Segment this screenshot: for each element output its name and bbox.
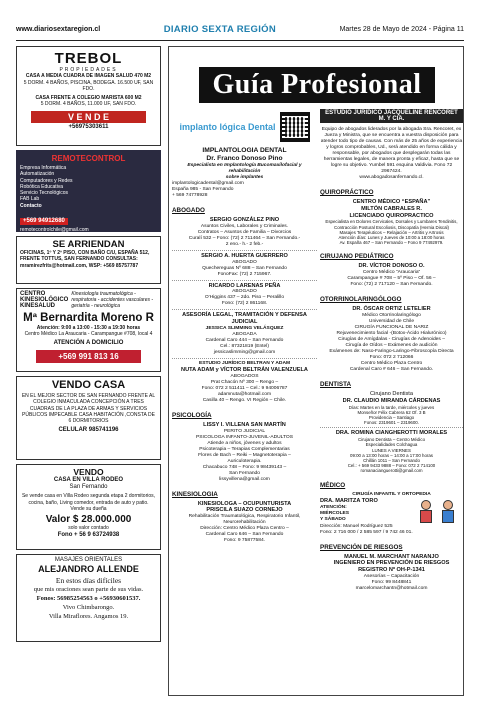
- page-header: [16, 22, 464, 36]
- medico-t3: Y SÁBADO: [320, 517, 346, 523]
- kinesio-t1: Rehabilitación Traumatológica, Respiratorio Infantil,: [188, 514, 301, 520]
- dent-t5: Cirujano Dentista – Centro Médico: [357, 437, 426, 443]
- otorrino-t6: Cirugía de Oídos – Exámenes de audición: [345, 343, 438, 348]
- vc1-text: EN EL MEJOR SECTOR DE SAN FERNANDO FRENTE AL COLEGIO INMACULADA CONCEPCIÓN A TRES CUADRAS DE LA PLAZA DE ARMAS Y SERVICIOS PÚBLICOS IMPECABLE CASA HABITACIÓN ,CONSTA DE 6 DORMITORIOS: [21, 393, 156, 425]
- arriendan-ad: [16, 236, 161, 284]
- vc2-note: solo valor contado: [68, 525, 109, 532]
- abogado5-t3: Fono: 072 2 511411 – Cel.: 9 94006787: [201, 385, 288, 391]
- vc1-phone: CELULAR 985741196: [58, 427, 119, 434]
- divider: [172, 250, 317, 251]
- abogado4-t4: jessicaslimming@gmail.com: [213, 349, 276, 355]
- remo-item-3: Robótica Educativa: [20, 183, 64, 190]
- kinesalud-logo: CENTRO KINESIOLÓGICO KINESALUD: [20, 291, 69, 309]
- abogado3-t3: Fono: (72) 2 861168.: [221, 301, 268, 307]
- abogado4-t3: Cel.: 87321819 (Entel): [220, 343, 269, 349]
- vendo-casa-ad-1: [16, 376, 161, 460]
- implanto-logo: implanto lógica Dental: [179, 121, 276, 132]
- medico-t5: Fono: 2 716 000 / 2 585 597 / 9 742 46 01.: [320, 529, 413, 535]
- section-prevencion: PREVENCIÓN DE RIESGOS: [320, 543, 403, 551]
- estudio-web[interactable]: www.abogadosanfernando.cl.: [359, 175, 424, 180]
- ciru-t1: Centro Médico “Araucaria”: [362, 270, 421, 276]
- prev-name3: REGISTRO Nº OH-P-1341: [358, 567, 425, 574]
- abogado5-t4: adamnuta@hotmail.com: [217, 391, 272, 397]
- remo-item-2: Computadores y Redes: [20, 177, 73, 184]
- dent-name2: DRA. ROMINA CIANGHEROTTI MORALES: [335, 430, 448, 437]
- abogado3-t1: ABOGADO: [232, 289, 257, 295]
- quiro-t3: Atención días: Lunes y Jueves de 10:00 a 18:00 horas: [338, 235, 445, 240]
- otorrino-t2: Universidad de Chile: [368, 319, 415, 324]
- masajes-l5: Villa Miraflores. Angamos 19.: [48, 613, 129, 621]
- otorrino-t8: Fono: 072 2 712066: [369, 355, 414, 360]
- abogado5-t1: ABOGADOS: [230, 373, 259, 379]
- section-dentista: DENTISTA: [320, 381, 352, 388]
- implanto-doctor: Dr. Franco Donoso Pino: [206, 155, 283, 162]
- otorrino-t5: Cirugías de Amígdalas - Cirugías de Adenoides –: [338, 337, 445, 342]
- quiro-t1: Especialista en Dolores Cervicales, Dorsales y Lumbares Tendinitis, Contracción Postural Escoliosis, Discopatía (Hernia Discal): [325, 219, 458, 230]
- kinesalud-ad: [16, 288, 161, 372]
- psico-t6: Auriculoterapia.: [227, 458, 262, 464]
- arriendan-text: OFICINAS, 1º Y 2º PISO, CON BAÑO C/U, ESPAÑA 512, FRENTE TOTTUS, SAN FERNANDO CONSULTAS: mramirezfrits@hotmail.com, WSP: +569 85757787: [20, 250, 150, 269]
- site-url[interactable]: www.diariosextaregion.cl: [16, 25, 101, 33]
- masajes-l2: que mis oraciones sean parte de sus vidas.: [33, 586, 144, 594]
- vendo-casa-ad-2: [16, 464, 161, 550]
- ciru-t3: Fono: (72) 2 717120 – San Fernando.: [350, 282, 433, 288]
- left-ads-column: [16, 46, 161, 646]
- vc2-text: Se vende casa en Villa Rodeo segunda etapa 2 dormitorios, cocina, baño, Living comedor, entrada de auto y patio. Vende su dueña: [21, 493, 156, 512]
- vc1-title: VENDO CASA: [51, 379, 126, 391]
- prev-t3: marcelomarchantn@hotmail.com: [355, 586, 428, 592]
- psico-t3: Atiende a niños, jóvenes y adultos: [207, 440, 282, 446]
- otorrino-name: DR. ÓSCAR ORTIZ LETELIER: [352, 306, 431, 313]
- remo-contact: Contacto: [20, 202, 42, 209]
- ciru-name: DR. VÍCTOR DONOSO O.: [358, 263, 425, 270]
- implanto-phone: + 569 74778928: [172, 193, 208, 198]
- psico-t7: Chacabuco 748 – Fono: 9 98439143 –: [202, 464, 287, 470]
- prev-name: MANUEL M. MARCHANT NARANJO: [344, 553, 439, 560]
- vc2-title: VENDO: [73, 467, 104, 477]
- estudio-text: Equipo de abogados liderados por la abogada Sra. Rencoret, ex Jueza y Ministra, que se encuentra a vuestra disposición para atender todo tipo de causas. Con más de 25 años de experiencia y logros comprobables, Ud., será atendido en forma cálida y responsable, por abogados que desplegarán todas las herramientas legales, de manera pronta y eficaz, hasta que se logre su objetivo. Yumbel 591 esquina Valdivia. Fono 72 2967424.: [320, 127, 463, 174]
- divider: [320, 427, 463, 428]
- dent-t7: LUNES A VIERNES: [372, 447, 411, 453]
- divider: [172, 358, 317, 359]
- ciru-t2: Carampangue # 708 – 5º Piso – Of. 56 –: [347, 276, 436, 282]
- kinesalud-phone: +569 991 813 16: [36, 350, 141, 363]
- trebol-l4: 5 DORM. 4 BAÑOS, 11.000 UF, SAN FDO.: [40, 101, 137, 108]
- section-psicologia: PSICOLOGÍA: [172, 411, 212, 419]
- otorrino-t3: CIRUGÍA FUNCIONAL DE NARIZ: [354, 325, 429, 330]
- remo-item-1: Automatización: [20, 171, 55, 178]
- dent-t6: Especialidades Colchagua: [365, 442, 418, 448]
- quiro-name: MILTÓN CABRALES R.: [361, 205, 422, 212]
- dent-heading: Cirujano Dentista: [370, 391, 413, 397]
- remo-item-5: FAB Lab: [20, 196, 40, 203]
- vc2-price: Valor $ 28.000.000: [45, 514, 132, 526]
- dent-t3: Providencia – Santiago: [368, 415, 415, 420]
- implanto-logos: [172, 107, 317, 147]
- prev-t1: Asesorías – Capacitación: [363, 574, 420, 580]
- abogado4-name2: JESSICA SLIMMING VELÁSQUEZ: [205, 325, 284, 331]
- remotecontrol-ad: [16, 150, 161, 232]
- abogado2-t2: Quechereguas Nº 688 – San Fernando: [202, 265, 287, 271]
- abogado5-name: NUTA ADAM y VÍCTOR BELTRÁN VALENZUELA: [181, 366, 308, 373]
- masajes-l3: Fonos: 56985254563 o +56930601537.: [36, 595, 141, 603]
- remo-email: remotecontrolchile@gmail.com: [20, 227, 89, 232]
- abogado1-t1: Asuntos Civiles, Laborales y Criminales.: [200, 223, 289, 229]
- trebol-logo: TREBOL: [54, 50, 123, 67]
- medico-t1: ATENCIÓN:: [320, 505, 347, 511]
- kinesio-t3: Dirección: Centro Médico Plaza Centro –: [200, 526, 289, 532]
- abogado1-t4: 2 eno.- h.- 2 feb.-: [225, 241, 264, 247]
- abogado2-name: SERGIO A. HUERTA GUERRERO: [201, 252, 288, 259]
- remo-item-0: Empresa Informática: [20, 165, 67, 171]
- section-medico: MÉDICO: [320, 481, 346, 489]
- qr-code-icon: [280, 112, 310, 142]
- abogado3-t2: O'Higgins 437 – 2do. Piso – Peralillo: [204, 295, 285, 301]
- abogado1-t3: Curalí 532 – Fono: (72) 2 711464 – San Fernando.-: [188, 235, 301, 241]
- psico-t2: PSICOLOGA INFANTO-JUVENIL-ADULTOS: [195, 434, 294, 440]
- trebol-sub: PROPIEDADES: [59, 67, 118, 73]
- abogado4-t1: ABOGADA: [232, 331, 257, 337]
- implanto-mail: implantologicadental@gmail.com: [172, 181, 244, 186]
- psico-t4: Psicoterapia – Terapias Complementarias: [199, 446, 290, 452]
- implanto-heading: IMPLANTOLOGIA DENTAL: [202, 147, 287, 154]
- vc2-sub: CASA EN VILLA RODEO: [53, 477, 124, 483]
- medico-name: DRA. MARITZA TORO: [320, 498, 378, 505]
- masajes-title: MASAJES ORIENTALES: [54, 557, 123, 563]
- prev-name2: INGENIERO EN PREVENCIÓN DE RIESGOS: [333, 560, 450, 567]
- implanto-addr: España 985 - San Fernando: [172, 187, 234, 192]
- kinesio-name2: PRISCILA SUAZO CORNEJO: [206, 507, 283, 514]
- abogado2-t3: FonoFax: (72) 2 715967.: [217, 271, 272, 277]
- children-illustration-icon: [417, 498, 463, 524]
- abogado4-name: ASESORÍA LEGAL, TRAMITACIÓN Y DEFENSA JUDICIAL: [182, 312, 307, 326]
- otorrino-t7: Exámenes de: Naso-Faringo-Laringo-Fibroscopía Directa: [329, 349, 454, 354]
- vc2-city: San Fernando: [69, 484, 108, 491]
- abogado2-t1: ABOGADO: [232, 259, 257, 265]
- guia-profesional: [168, 46, 464, 696]
- date-page: Martes 28 de Mayo de 2024 - Página 11: [339, 25, 464, 33]
- kinesalud-name: Mª Bernardita Moreno R: [23, 312, 154, 324]
- psico-t5: Flores de Bach – Reiki – Magnetoterapia –: [198, 452, 291, 458]
- dent-t1: Días: Martes en la tarde, miércoles y jueves: [348, 404, 435, 410]
- psico-t9: lissyvillena@gmail.com: [219, 476, 270, 482]
- psico-name: LISSY I. VILLENA SAN MARTÍN: [203, 421, 286, 428]
- abogado1-name: SERGIO GONZÁLEZ PINO: [209, 217, 280, 223]
- masthead: DIARIO SEXTA REGIÓN: [163, 23, 277, 35]
- kinesalud-dom: ATENCIÓN A DOMICILIO: [53, 339, 124, 346]
- medico-t4: Dirección: Manuel Rodríguez 525: [320, 523, 393, 529]
- guia-title: Guía Profesional: [199, 67, 435, 103]
- trebol-l3: CASA FRENTE A COLEGIO MARISTA 600 M2: [35, 95, 142, 102]
- guia-col-2: [320, 107, 463, 592]
- abogado4-t2: Cardenal Caro 444 – San Fernando: [205, 337, 284, 343]
- trebol-ad: [16, 46, 161, 146]
- kinesio-t5: Fono: 9 75877584.: [223, 538, 266, 544]
- dent-t8: 09:00 a 13:00 horas – 14:00 a 17:00 horas: [350, 452, 433, 458]
- masajes-l1: En estos días difíciles: [55, 576, 122, 586]
- trebol-phone: +56975303611: [68, 123, 109, 130]
- header-rule: [16, 40, 464, 41]
- dent-t9: Chillán 1011 – San Fernando: [363, 458, 420, 464]
- estudio-heading: ESTUDIO JURIDICO JACQUELINE RENCORET M. Y CIA.: [320, 109, 463, 123]
- psico-t1: PERITO JUDICIAL: [223, 428, 266, 434]
- quiro-t4: Av. España 467 – San Fernando – Fono 9 77492979.: [339, 240, 444, 246]
- quiro-heading: CENTRO MÉDICO “ESPAÑA”: [352, 199, 431, 205]
- remo-phone: +569 94912680: [20, 218, 68, 225]
- quiro-t2: Masajes Terapéuticos – Relajación – Artritis y Artrosis: [339, 229, 444, 235]
- masajes-ad: [16, 554, 161, 642]
- dent-t2: Monseñor Félix Cabrera 62 Of. 3 B: [357, 409, 426, 415]
- kinesalud-addr: Centro Médico La Araucaria - Carampangue #708, local 4: [24, 331, 153, 338]
- abogado5-t2: Prat Chacón Nº 300 – Rengo –: [210, 379, 279, 385]
- arriendan-title: SE ARRIENDAN: [52, 239, 125, 250]
- implanto-spec2: sobre implantes: [225, 175, 264, 180]
- guia-col-1: [172, 107, 317, 544]
- trebol-l2: 5 DORM. 4 BAÑOS, PISCINA, BODEGA. 16.500 UF, SAN FDO.: [23, 79, 154, 92]
- abogado5-t5: Casilla 40 – Rengo. VI Región – Chile.: [202, 397, 287, 403]
- otorrino-t1: Médico Otorrinolaringólogo: [362, 313, 421, 318]
- kinesio-t2: Neurorehabilitación: [223, 520, 266, 526]
- abogado3-name: RICARDO LARENAS PEÑA: [208, 282, 281, 289]
- dent-t4: Fonos: 2319601 – 2319600.: [364, 420, 419, 426]
- masajes-l4: Vivo Chimbarongo.: [62, 604, 115, 612]
- quiro-name2: LICENCIADO QUIROPRACTICO: [349, 212, 434, 219]
- divider: [172, 280, 317, 281]
- kinesio-name: KINESIOLOGA – OCUPUNTURISTA: [197, 500, 292, 507]
- abogado5-hd: ESTUDIO JURÍDICO BELTRAN Y ADAM: [198, 360, 291, 366]
- remo-item-4: Servicio Tecnológicos: [20, 190, 68, 197]
- medico-t2: MIÉRCOLES: [320, 511, 350, 517]
- dent-t10: Cel.: + 569 9433 9888 – Fono: 072 2 714100: [347, 463, 436, 469]
- kinesio-t4: Cardenal Caro 646 – San Fernando: [205, 532, 284, 538]
- dent-t11: romanacianguerotti@gmail.com: [360, 468, 423, 474]
- psico-t8: San Fernando: [229, 470, 260, 476]
- section-otorrino: OTORRINOLARINGÓLOGO: [320, 296, 402, 304]
- section-kinesiologia: KINESIOLOGIA: [172, 490, 218, 498]
- kinesalud-tag: Kinesiología traumatológica - respiratoria - accidentes vasculares - geriatría - neurológica: [71, 291, 154, 309]
- vc2-phone: Fono + 56 9 63724938: [57, 531, 120, 538]
- abogado1-t2: Contratos – Asuntos de Familia – Divorcios: [197, 229, 292, 235]
- remo-title: REMOTECONTROL: [51, 154, 126, 163]
- divider: [172, 309, 317, 310]
- implanto-spec: Especialista en Implantología Bucomaxilofacial y rehabilitación: [187, 163, 302, 174]
- masajes-name: ALEJANDRO ALLENDE: [38, 564, 139, 575]
- prev-t2: Fono: 99 8448841: [371, 580, 412, 586]
- trebol-vende-badge: V E N D E: [31, 111, 146, 123]
- otorrino-t9: Centro Médico Plaza Centro: [360, 361, 423, 366]
- kinesalud-hours: Atención: 9:00 a 13:00 - 15:30 a 19:30 horas: [36, 325, 141, 331]
- dent-name: DR. CLAUDIO MIRANDA CÁRDENAS: [342, 397, 441, 404]
- section-quiropractico: QUIROPRÁCTICO: [320, 189, 374, 196]
- medico-heading: CIRUGÍA INFANTIL Y ORTOPEDIA: [352, 491, 431, 497]
- trebol-l1: CASA A MEDIA CUADRA DE IMAGEN SALUD 470 M2: [25, 73, 152, 80]
- otorrino-t10: Cardenal Caro # 646 – San Fernando.: [349, 367, 434, 372]
- section-cirujano-pediatrico: CIRUJANO PEDIÁTRICO: [320, 253, 394, 261]
- section-abogado: ABOGADO: [172, 207, 205, 214]
- otorrino-t4: Rejuvenecimiento facial -(Botox-Ácido Hialurónico): [336, 331, 447, 336]
